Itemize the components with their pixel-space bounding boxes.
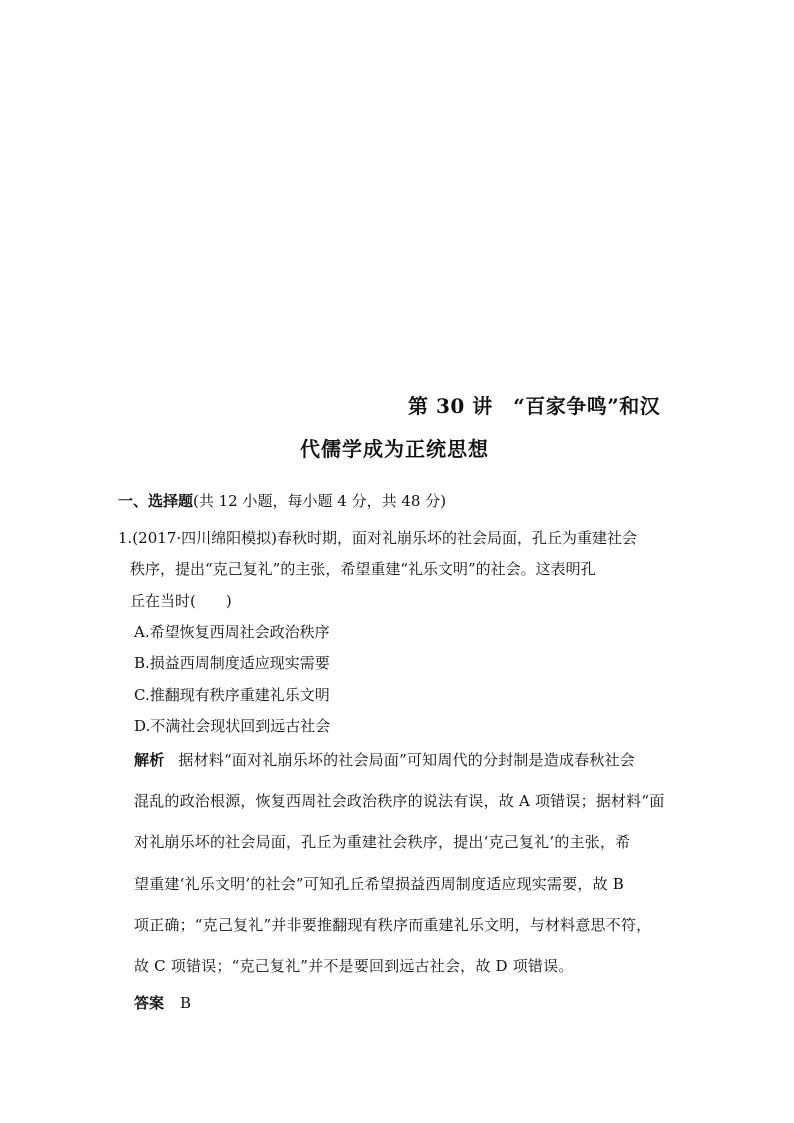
analysis-line-3: 对礼崩乐坏的社会局面，孔丘为重建社会秩序，提出‘克己复礼’的主张，希: [134, 833, 631, 851]
option-d: D.不满社会现状回到远古社会: [134, 717, 331, 735]
analysis-line-5: 项正确；“克己复礼”并非要推翻现有秩序而重建礼乐文明，与材料意思不符，: [134, 916, 652, 934]
option-c: C.推翻现有秩序重建礼乐文明: [134, 686, 330, 704]
lecture-title-line1: 第 30 讲 “百家争鸣”和汉: [408, 394, 661, 418]
analysis-line-6: 故 C 项错误；“克己复礼”并不是要回到远古社会，故 D 项错误。: [134, 957, 574, 975]
question-stem-line-1: 1.(2017·四川绵阳模拟)春秋时期，面对礼崩乐坏的社会局面，孔丘为重建社会: [118, 529, 637, 547]
section-note: (共 12 小题，每小题 4 分，共 48 分): [193, 492, 447, 510]
answer-value: B: [180, 994, 192, 1012]
analysis-line-4: 望重建‘礼乐文明’的社会”可知孔丘希望损益西周制度适应现实需要，故 B: [134, 875, 624, 893]
question-stem-line-3: 丘在当时( ): [130, 592, 232, 610]
option-a: A.希望恢复西周社会政治秩序: [134, 623, 330, 641]
analysis-label: 解析: [134, 751, 165, 769]
section-label: 一、选择题: [118, 492, 194, 510]
analysis-line-1: [134, 749, 635, 770]
section-heading: [118, 490, 446, 511]
analysis-text-1: 据材料“面对礼崩乐坏的社会局面”可知周代的分封制是造成春秋社会: [178, 751, 635, 769]
answer-label: 答案: [134, 994, 165, 1012]
question-stem-line-2: 秩序，提出“克己复礼”的主张，希望重建“礼乐文明”的社会。这表明孔: [130, 560, 596, 578]
option-b: B.损益西周制度适应现实需要: [134, 654, 330, 672]
answer-line: [134, 992, 191, 1013]
lecture-title-line2: 代儒学成为正统思想: [300, 437, 489, 461]
analysis-line-2: 混乱的政治根源，恢复西周社会政治秩序的说法有误，故 A 项错误；据材料“面: [134, 792, 665, 810]
